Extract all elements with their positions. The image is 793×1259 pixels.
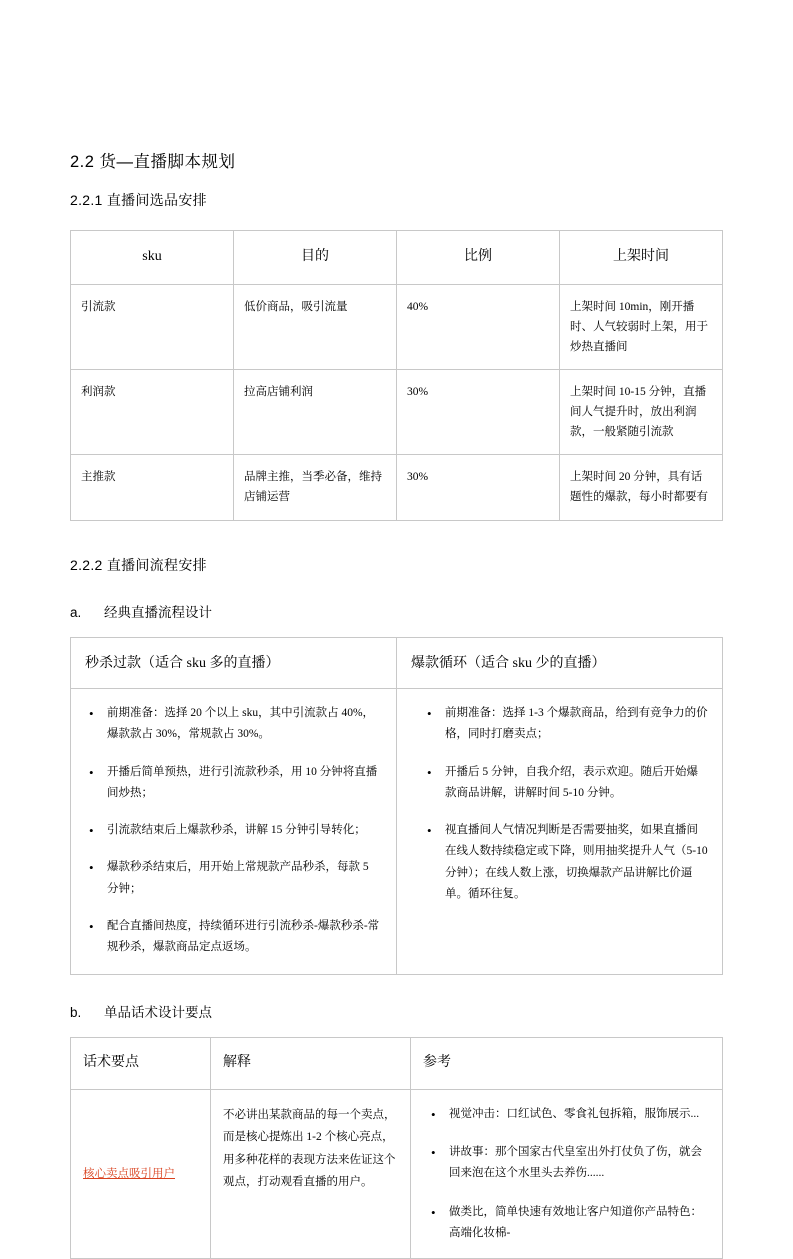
column-header-ratio: 比例 [397, 231, 560, 285]
table-row [71, 369, 723, 454]
cell-time: 上架时间 10-15 分钟，直播间人气提升时，放出利润款，一般紧随引流款 [560, 369, 723, 454]
list-item: • 引流款结束后上爆款秒杀，讲解 15 分钟引导转化； [85, 820, 382, 841]
list-marker-b: b. [70, 1005, 82, 1021]
list-item: • 视直播间人气情况判断是否需要抽奖，如果直播间在线人数持续稳定或下降，则用抽奖提升人气（5-10 分钟）；在线人数上涨，切换爆款产品讲解比价逼单。循环往复。 [423, 820, 708, 905]
subsection-title-221: 2.2.1 直播间选品安排 [70, 192, 207, 208]
list-item-b [70, 1001, 723, 1021]
cell-purpose: 品牌主推，当季必备，维持店铺运营 [234, 455, 397, 520]
cell-sku: 利润款 [71, 369, 234, 454]
cell-time: 上架时间 20 分钟，具有话题性的爆款，每小时都要有 [560, 455, 723, 520]
list-item: • 前期准备：选择 1-3 个爆款商品，给到有竞争力的价格，同时打磨卖点； [423, 703, 708, 746]
list-item: • 配合直播间热度，持续循环进行引流秒杀-爆款秒杀-常规秒杀，爆款商品定点返场。 [85, 916, 382, 959]
list-item: • 前期准备：选择 20 个以上 sku，其中引流款占 40%，爆款款占 30%，常规款占 30%。 [85, 703, 382, 746]
cell-purpose: 低价商品，吸引流量 [234, 284, 397, 369]
flow-left-list [71, 689, 396, 974]
flow-right-header: 爆款循环（适合 sku 少的直播） [397, 638, 722, 690]
column-header-purpose: 目的 [234, 231, 397, 285]
key-point-highlight: 核心卖点吸引用户 [83, 1167, 175, 1180]
column-header-sku: sku [71, 231, 234, 285]
list-item: • 讲故事：那个国家古代皇室出外打仗负了伤，就会回来泡在这个水里头去养伤...... [429, 1142, 710, 1185]
list-item: • 开播后 5 分钟，自我介绍，表示欢迎。随后开始爆款商品讲解，讲解时间 5-10 分钟。 [423, 762, 708, 805]
spacer [70, 975, 723, 1001]
column-header-key-points: 话术要点 [71, 1038, 211, 1090]
flow-right-list [397, 689, 722, 921]
table-row [71, 637, 723, 975]
cell-ratio: 30% [397, 455, 560, 520]
list-marker-a: a. [70, 604, 82, 620]
cell-sku: 引流款 [71, 284, 234, 369]
column-header-explain: 解释 [211, 1038, 411, 1090]
list-item: • 爆款秒杀结束后，用开始上常规款产品秒杀，每款 5 分钟； [85, 857, 382, 900]
cell-key-point [71, 1089, 211, 1258]
reference-list [423, 1104, 710, 1244]
list-item-a [70, 601, 723, 621]
cell-reference [411, 1089, 723, 1258]
table-row [71, 455, 723, 520]
cell-purpose: 拉高店铺利润 [234, 369, 397, 454]
cell-sku: 主推款 [71, 455, 234, 520]
sku-table [70, 230, 723, 521]
page-title: 2.2 货—直播脚本规划 [70, 153, 236, 171]
cell-explain: 不必讲出某款商品的每一个卖点，而是核心提炼出 1-2 个核心亮点，用多种花样的表现方法来佐证这个观点，打动观看直播的用户。 [211, 1089, 411, 1258]
table-header-row [71, 231, 723, 285]
flow-left-header: 秒杀过款（适合 sku 多的直播） [71, 638, 396, 690]
subsection-title-222: 2.2.2 直播间流程安排 [70, 556, 207, 573]
table-row [71, 1089, 723, 1258]
flow-right-cell [397, 637, 723, 975]
column-header-reference: 参考 [411, 1038, 723, 1090]
flow-table [70, 637, 723, 976]
table-header-row [71, 1038, 723, 1090]
list-label-b: 单品话术设计要点 [104, 1005, 212, 1021]
script-table [70, 1037, 723, 1259]
list-item: • 视觉冲击：口红试色、零食礼包拆箱，服饰展示... [429, 1104, 710, 1125]
list-item: • 开播后简单预热，进行引流款秒杀，用 10 分钟将直播间炒热； [85, 762, 382, 805]
cell-ratio: 30% [397, 369, 560, 454]
column-header-time: 上架时间 [560, 231, 723, 285]
list-item: • 做类比，简单快速有效地让客户知道你产品特色：高端化妆棉- [429, 1202, 710, 1245]
list-label-a: 经典直播流程设计 [104, 604, 212, 620]
table-row [71, 284, 723, 369]
cell-ratio: 40% [397, 284, 560, 369]
flow-left-cell [71, 637, 397, 975]
cell-time: 上架时间 10min，刚开播时、人气较弱时上架，用于炒热直播间 [560, 284, 723, 369]
